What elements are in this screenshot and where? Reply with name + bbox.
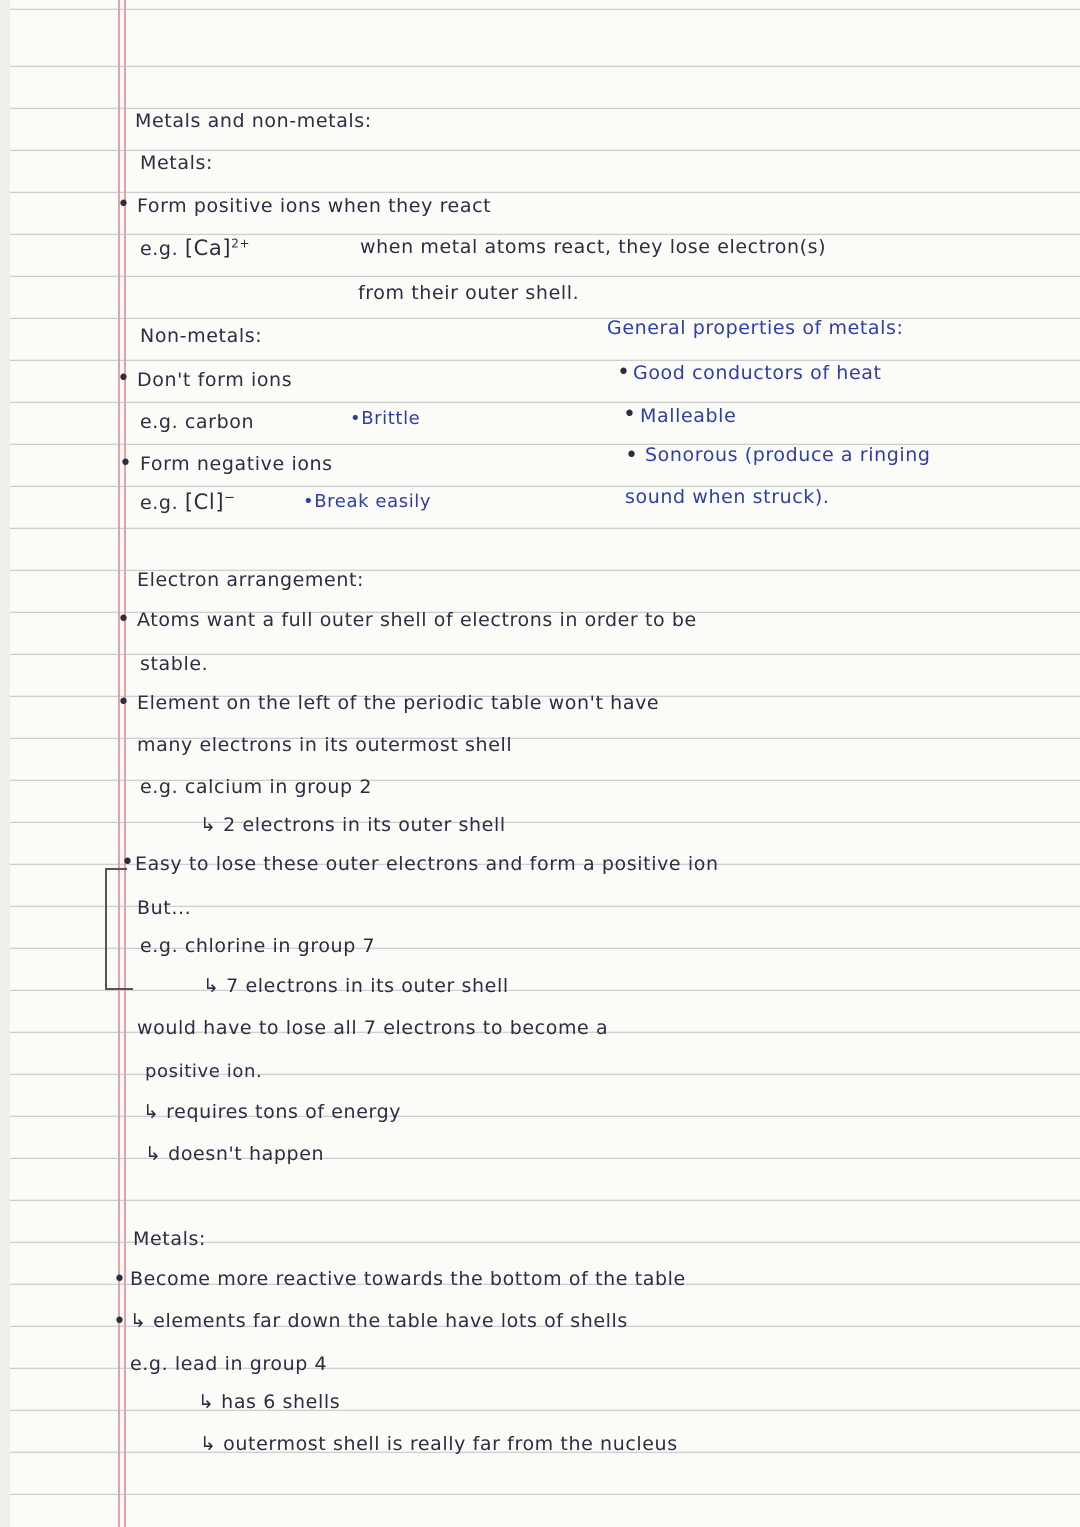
lots-of-shells [130,1310,628,1332]
property-conductors: Good conductors of heat [633,362,882,384]
bullet-dot: • [117,690,130,715]
metals-label: Metals: [140,152,213,174]
margin-line-right [124,0,126,1527]
property-sonorous-2: sound when struck). [625,486,830,508]
far-from-nucleus-text: outermost shell is really far from the nucleus [223,1433,678,1455]
carbon-example: e.g. carbon [140,411,255,433]
metals-positive-ions: Form positive ions when they react [137,195,492,217]
non-metals-label: Non-metals: [140,325,263,347]
brittle-note: •Brittle [350,408,421,429]
bracket-bottom [105,988,133,990]
requires-energy [143,1101,401,1123]
bullet-dot: • [113,1309,126,1334]
more-reactive-bottom: Become more reactive towards the bottom of the table [130,1268,686,1290]
chloride-charge: − [224,490,236,506]
bullet-dot: • [117,607,130,632]
general-properties-heading: General properties of metals: [607,317,904,339]
arrow-icon: ↳ [130,1310,147,1332]
many-electrons: many electrons in its outermost shell [137,734,513,756]
eg-prefix: e.g. [140,492,179,514]
bracket-vertical [105,868,107,988]
arrow-icon: ↳ [145,1143,162,1165]
stable-text: stable. [140,653,209,675]
nonmetal-dont-form-ions: Don't form ions [137,369,293,391]
calcium-outer-shell [200,814,506,836]
arrow-icon: ↳ [198,1391,215,1413]
bullet-dot: • [121,850,134,875]
easy-to-lose-electrons: Easy to lose these outer electrons and form a positive ion [135,853,719,875]
nonmetal-negative-ions: Form negative ions [140,453,333,475]
bullet-dot: • [623,402,636,427]
chlorine-outer-shell-text: 7 electrons in its outer shell [226,975,509,997]
left-of-table: Element on the left of the periodic table won't have [137,692,660,714]
arrow-icon: ↳ [143,1101,160,1123]
property-malleable: Malleable [640,405,737,427]
metal-outer-shell: from their outer shell. [358,282,580,304]
binder-edge [0,0,10,1527]
full-outer-shell: Atoms want a full outer shell of electrons in order to be [137,609,697,631]
bullet-dot: • [119,451,132,476]
heading-metals-reactivity: Metals: [133,1228,206,1250]
arrow-icon: ↳ [200,814,217,836]
chlorine-group-example: e.g. chlorine in group 7 [140,935,376,957]
bullet-dot: • [617,360,630,385]
chlorine-outer-shell [203,975,509,997]
metal-lose-electrons: when metal atoms react, they lose electron(s) [360,236,827,258]
chloride-ion: [Cl] [184,490,225,514]
chlorine-ion-example [140,490,236,514]
lead-six-shells-text: has 6 shells [221,1391,341,1413]
calcium-ion: [Ca] [184,236,232,260]
margin-line-left [118,0,120,1527]
eg-prefix: e.g. [140,238,179,260]
doesnt-happen-text: doesn't happen [168,1143,325,1165]
positive-ion-text: positive ion. [145,1061,263,1082]
calcium-example [140,236,250,260]
break-easily-note: •Break easily [303,491,432,512]
bullet-dot: • [117,366,130,391]
bullet-dot: • [625,443,638,468]
calcium-group-example: e.g. calcium in group 2 [140,776,373,798]
calcium-charge: 2+ [231,236,251,251]
heading-electron-arrangement: Electron arrangement: [137,569,365,591]
but-text: But... [137,897,192,919]
property-sonorous-1: Sonorous (produce a ringing [645,444,931,466]
far-from-nucleus [200,1433,678,1455]
bullet-dot: • [117,192,130,217]
requires-energy-text: requires tons of energy [166,1101,402,1123]
lots-of-shells-text: elements far down the table have lots of shells [153,1310,628,1332]
heading-metals-non-metals: Metals and non-metals: [135,110,372,132]
lead-six-shells [198,1391,340,1413]
arrow-icon: ↳ [200,1433,217,1455]
doesnt-happen [145,1143,324,1165]
arrow-icon: ↳ [203,975,220,997]
would-have-to-lose: would have to lose all 7 electrons to become a [137,1017,609,1039]
lead-group-example: e.g. lead in group 4 [130,1353,328,1375]
bullet-dot: • [113,1267,126,1292]
calcium-outer-shell-text: 2 electrons in its outer shell [223,814,506,836]
